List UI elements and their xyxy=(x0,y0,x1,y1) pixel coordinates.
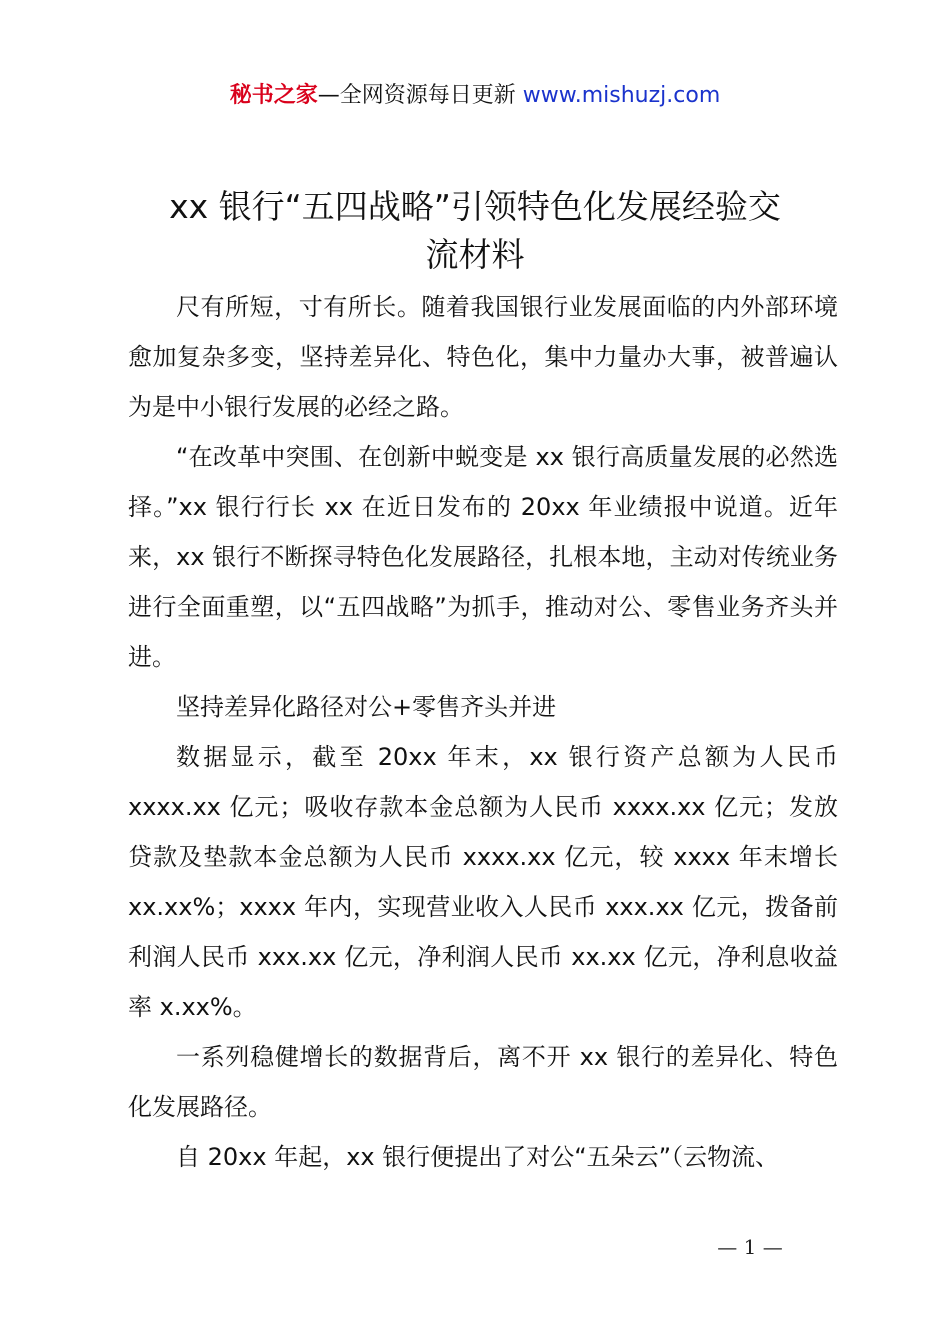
paragraph-data: 数据显示，截至 20xx 年末，xx 银行资产总额为人民币 xxxx.xx 亿元；吸收存款本金总额为人民币 xxxx.xx 亿元；发放贷款及垫款本金总额为人民币 xxxx.xx 亿元，较 xxxx 年末增长 xx.xx%；xxxx 年内，实现营业收入人民币 xxx.xx 亿元，拨备前利润人民币 xxx.xx 亿元，净利润人民币 xx.xx 亿元，净利息收益率 x.xx%。 xyxy=(128,743,838,1021)
title-line-2: 流材料 xyxy=(425,235,525,274)
paragraph-intro: 尺有所短，寸有所长。随着我国银行业发展面临的内外部环境愈加复杂多变，坚持差异化、特色化，集中力量办大事，被普遍认为是中小银行发展的必经之路。 xyxy=(128,293,838,421)
paragraph-summary: 一系列稳健增长的数据背后，离不开 xx 银行的差异化、特色化发展路径。 xyxy=(128,1043,838,1121)
document-title xyxy=(110,183,840,279)
paragraph-strategy: 自 20xx 年起，xx 银行便提出了对公“五朵云”（云物流、 xyxy=(176,1143,780,1171)
header-slogan: —全网资源每日更新 xyxy=(317,83,516,108)
paragraph-quote: “在改革中突围、在创新中蜕变是 xx 银行高质量发展的必然选择。”xx 银行行长 xx 在近日发布的 20xx 年业绩报中说道。近年来，xx 银行不断探寻特色化发展路径，扎根本地，主动对传统业务进行全面重塑，以“五四战略”为抓手，推动对公、零售业务齐头并进。 xyxy=(128,443,838,671)
page-number: — 1 — xyxy=(717,1235,783,1259)
section-heading: 坚持差异化路径对公+零售齐头并进 xyxy=(176,693,557,721)
header-banner xyxy=(0,80,950,112)
title-line-1: xx 银行“五四战略”引领特色化发展经验交 xyxy=(169,187,781,226)
website-link[interactable]: www.mishuzj.com xyxy=(522,83,721,108)
document-body xyxy=(128,282,838,1182)
brand-name: 秘书之家 xyxy=(229,83,318,108)
